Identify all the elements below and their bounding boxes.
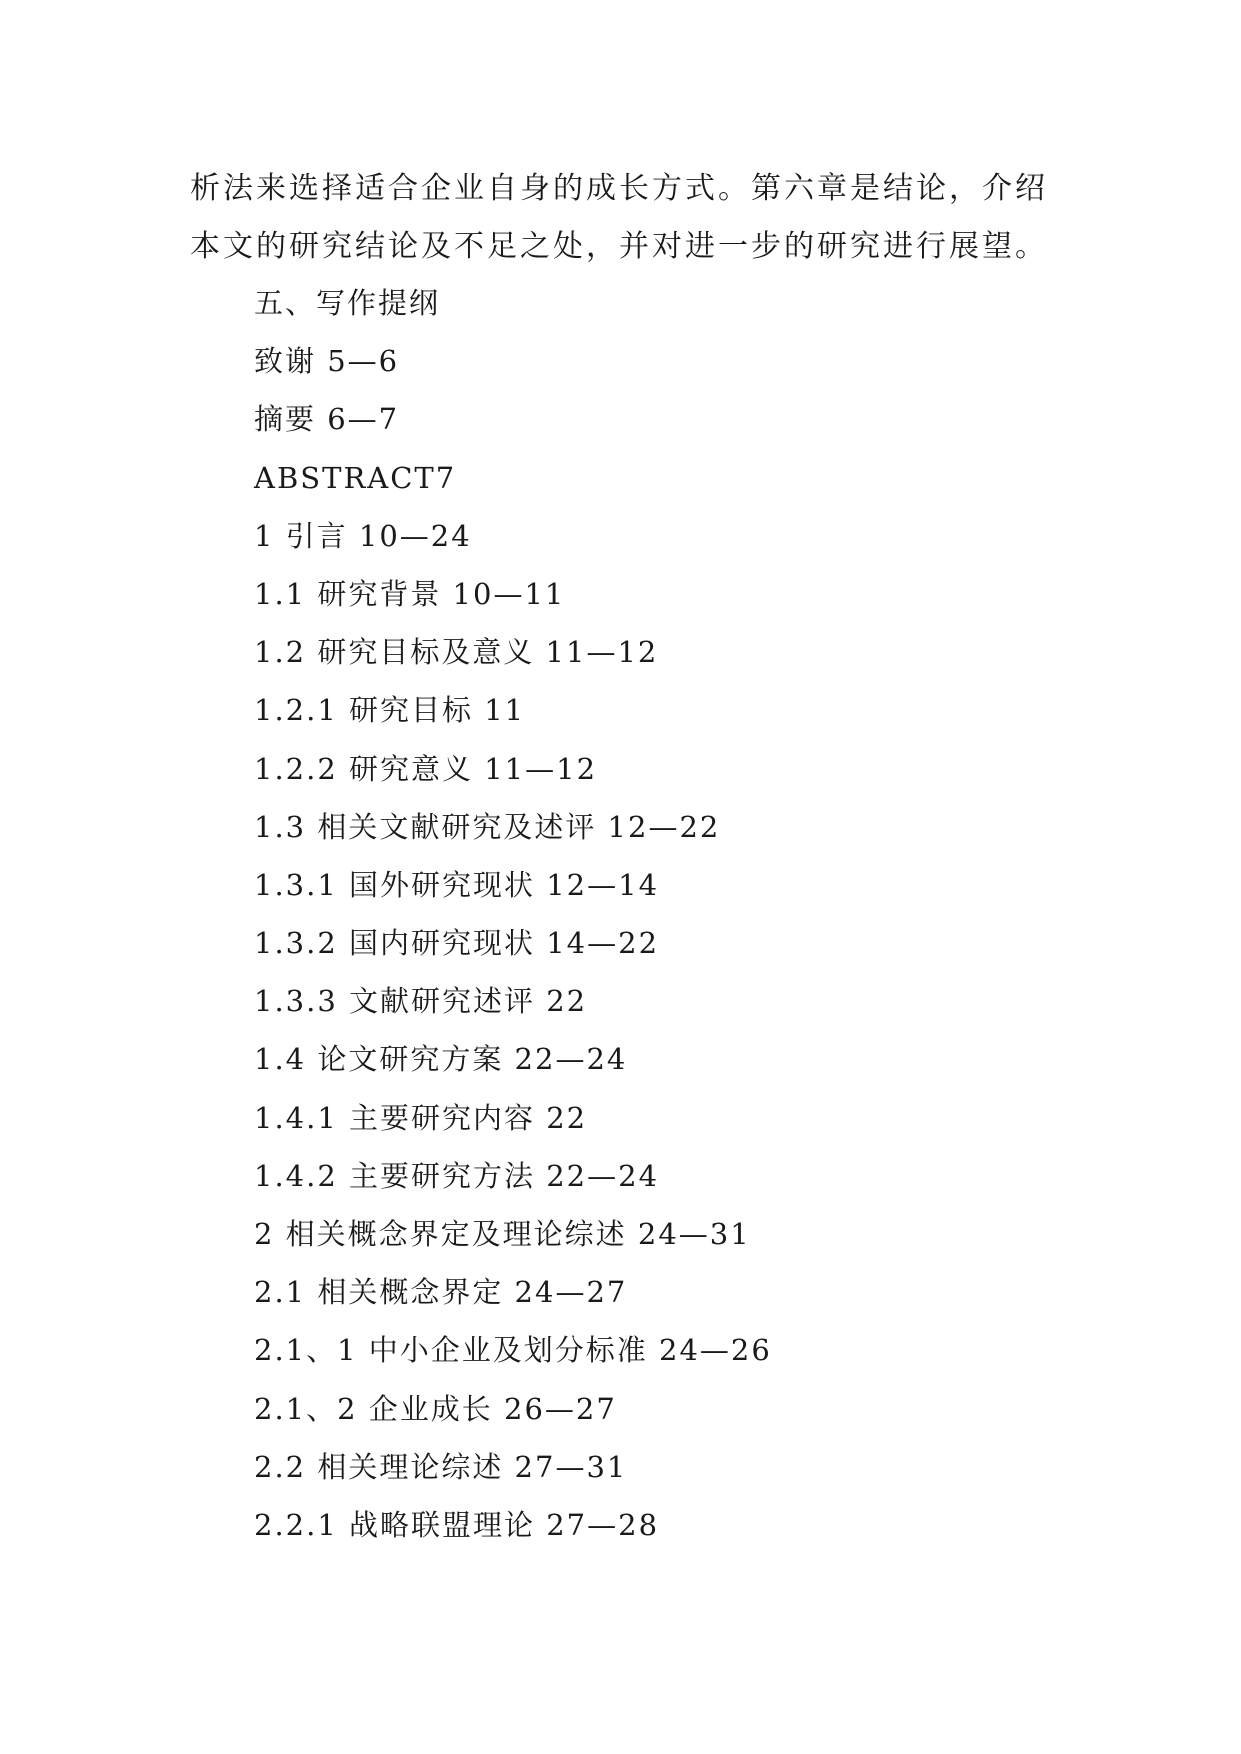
paragraph-line: 本文的研究结论及不足之处，并对进一步的研究进行展望。	[190, 229, 1048, 264]
outline-item: 1.4.2 主要研究方法 22—24	[254, 1158, 660, 1193]
outline-item: 1.3.3 文献研究述评 22	[254, 984, 588, 1019]
outline-item: 2.1 相关概念界定 24—27	[254, 1275, 628, 1310]
outline-item: 1.2.2 研究意义 11—12	[254, 751, 598, 786]
outline-item: 1.4 论文研究方案 22—24	[254, 1042, 628, 1077]
paragraph-line: 析法来选择适合企业自身的成长方式。第六章是结论，介绍	[190, 171, 1048, 206]
outline-item: ABSTRACT7	[254, 460, 457, 495]
outline-item: 2 相关概念界定及理论综述 24—31	[254, 1217, 751, 1251]
outline-item: 1.1 研究背景 10—11	[254, 576, 566, 611]
outline-item: 1.3.1 国外研究现状 12—14	[254, 867, 660, 902]
outline-item: 1.3 相关文献研究及述评 12—22	[254, 809, 721, 844]
outline-item: 致谢 5—6	[254, 344, 400, 379]
outline-item: 2.1、1 中小企业及划分标准 24—26	[254, 1333, 772, 1368]
outline-item: 1.2.1 研究目标 11	[254, 693, 526, 728]
body-paragraph	[190, 160, 1070, 276]
outline-item: 2.2.1 战略联盟理论 27—28	[254, 1507, 660, 1542]
outline-item: 1.2 研究目标及意义 11—12	[254, 635, 659, 670]
outline-item: 2.1、2 企业成长 26—27	[254, 1391, 617, 1426]
outline-heading: 五、写作提纲	[254, 286, 441, 320]
outline-item: 摘要 6—7	[254, 402, 400, 437]
writing-outline	[254, 274, 772, 1554]
outline-item: 1.4.1 主要研究内容 22	[254, 1100, 588, 1135]
outline-item: 2.2 相关理论综述 27—31	[254, 1449, 628, 1484]
outline-item: 1.3.2 国内研究现状 14—22	[254, 926, 660, 961]
outline-item: 1 引言 10—24	[254, 518, 472, 553]
